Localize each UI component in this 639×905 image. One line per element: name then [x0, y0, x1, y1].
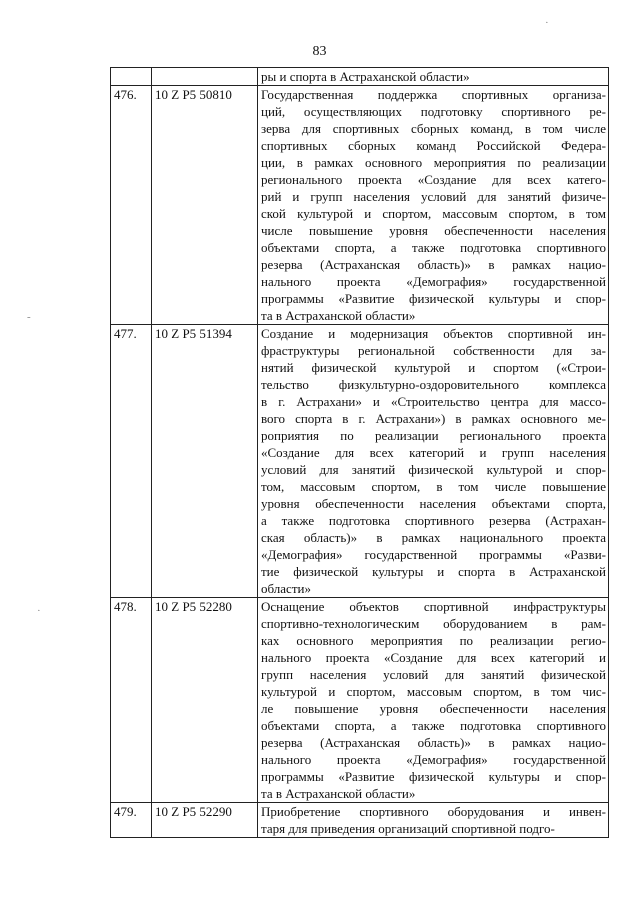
description-line: уровня обеспеченности населения объектами спорта,: [261, 496, 606, 511]
scan-speck: ·: [545, 17, 549, 29]
description-line: групп населения условий для занятий физической: [261, 667, 606, 682]
description-line: условий для занятий физической культурой и спор-: [261, 462, 606, 477]
description-line: ций, осуществляющих подготовку спортивного ре-: [261, 104, 606, 119]
description-line: ле повышение уровня обеспеченности населения: [261, 701, 606, 716]
row-number: [111, 68, 152, 86]
table-row: [111, 68, 609, 86]
budget-table-body: [111, 68, 609, 838]
description-line: ции, в рамках основного мероприятия по реализации: [261, 155, 606, 170]
page-number: 83: [312, 44, 327, 59]
description-line: Государственная поддержка спортивных организа-: [261, 87, 606, 102]
description-line: тие физической культуры и спорта в Астраханской: [261, 564, 606, 579]
table-row: [111, 325, 609, 598]
description-line: спортивно-технологическим оборудованием в рам-: [261, 616, 606, 631]
description-line: резерва (Астраханская область)» в рамках нацио-: [261, 257, 606, 272]
table-row: [111, 598, 609, 803]
description-line: таря для приведения организаций спортивной подго-: [261, 821, 555, 836]
row-number: 476.: [111, 86, 152, 325]
description-line: фраструктуры региональной собственности для за-: [261, 343, 606, 358]
description-line: тельство физкультурно-оздоровительного комплекса: [261, 377, 606, 392]
description-line: та в Астраханской области»: [261, 308, 416, 323]
description-line: Создание и модернизация объектов спортивной ин-: [261, 326, 606, 341]
description-line: нального проекта «Демография» государственной: [261, 752, 606, 767]
description-line: резерва (Астраханская область)» в рамках нацио-: [261, 735, 606, 750]
row-number: 477.: [111, 325, 152, 598]
description-line: нятий физической культурой и спортом («Строи-: [261, 360, 606, 375]
description-line: спортивных сборных команд Российской Федера-: [261, 138, 606, 153]
description-line: Оснащение объектов спортивной инфраструктуры: [261, 599, 606, 614]
scan-speck: ·: [37, 605, 41, 617]
row-number: 479.: [111, 803, 152, 838]
description-line: «Демография» государственной программы «Разви-: [261, 547, 606, 562]
budget-code: 10 Z P5 52290: [152, 803, 258, 838]
description-line: ках основного мероприятия по реализации регио-: [261, 633, 606, 648]
description-line: Приобретение спортивного оборудования и инвен-: [261, 804, 606, 819]
table-row: [111, 86, 609, 325]
description-line: рий и групп населения условий для занятий физиче-: [261, 189, 606, 204]
description-line: та в Астраханской области»: [261, 786, 416, 801]
description-cell: [258, 598, 609, 803]
description-line: вого спорта в г. Астрахани») в рамках основного ме-: [261, 411, 606, 426]
description-line: объектами спорта, а также подготовка спортивного: [261, 240, 606, 255]
description-cell: [258, 68, 609, 86]
description-line: роприятия по реализации регионального проекта: [261, 428, 606, 443]
description-line: в г. Астрахани» и «Строительство центра для массо-: [261, 394, 606, 409]
budget-code: 10 Z P5 50810: [152, 86, 258, 325]
table-row: [111, 803, 609, 838]
description-line: программы «Развитие физической культуры и спор-: [261, 291, 606, 306]
description-line: а также подготовка спортивного резерва (Астрахан-: [261, 513, 606, 528]
description-line: нального проекта «Демография» государственной: [261, 274, 606, 289]
row-number: 478.: [111, 598, 152, 803]
scan-speck: -: [27, 311, 31, 323]
description-line: ской культурой и спортом, массовым спортом, в том: [261, 206, 606, 221]
budget-code: 10 Z P5 52280: [152, 598, 258, 803]
description-line: области»: [261, 581, 311, 596]
description-line: программы «Развитие физической культуры и спор-: [261, 769, 606, 784]
description-line: том, массовым спортом, в том числе повышение: [261, 479, 606, 494]
description-cell: [258, 803, 609, 838]
description-cell: [258, 86, 609, 325]
description-line: числе повышение уровня обеспеченности населения: [261, 223, 606, 238]
description-line: объектами спорта, а также подготовка спортивного: [261, 718, 606, 733]
description-line: регионального проекта «Создание для всех катего-: [261, 172, 606, 187]
budget-code: [152, 68, 258, 86]
description-line: ры и спорта в Астраханской области»: [261, 69, 470, 84]
description-line: «Создание для всех категорий и групп населения: [261, 445, 606, 460]
description-line: ская область)» в рамках национального проекта: [261, 530, 606, 545]
description-line: культурой и спортом, массовым спортом, в том чис-: [261, 684, 606, 699]
description-cell: [258, 325, 609, 598]
budget-table: [110, 67, 609, 838]
description-line: зерва для спортивных сборных команд, в том числе: [261, 121, 606, 136]
budget-code: 10 Z P5 51394: [152, 325, 258, 598]
description-line: нального проекта «Создание для всех категорий и: [261, 650, 606, 665]
